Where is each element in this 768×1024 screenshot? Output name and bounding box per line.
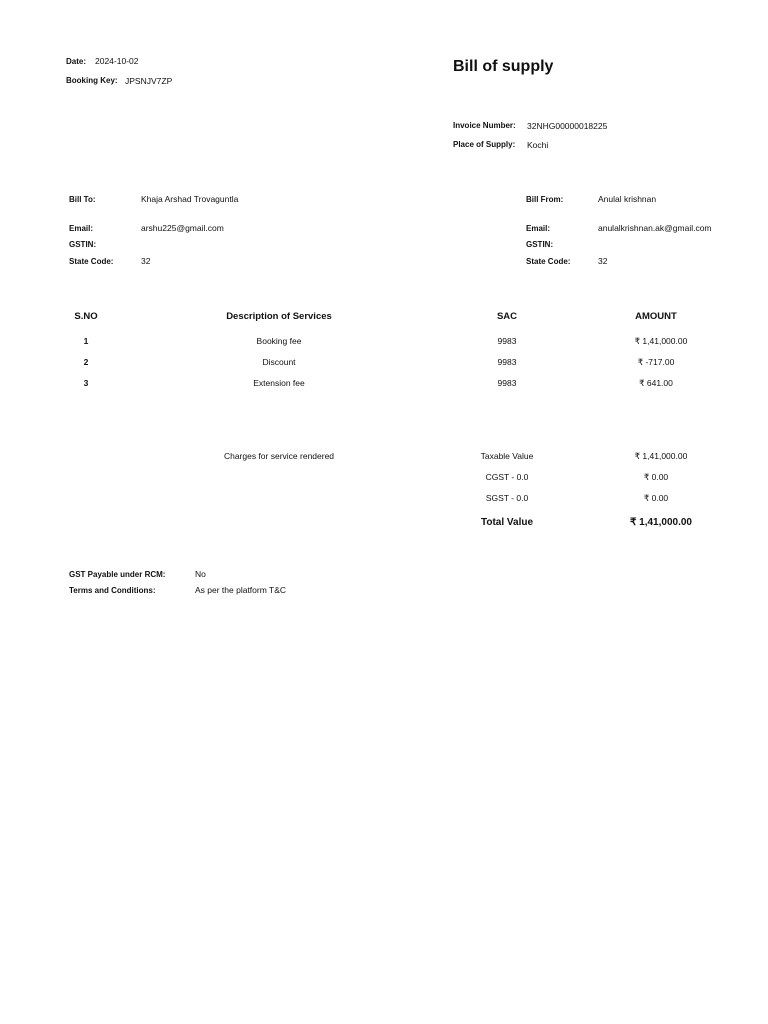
rcm-label: GST Payable under RCM: — [69, 570, 166, 579]
row-sac: 9983 — [497, 336, 517, 346]
bill-to-email-label: Email: — [69, 224, 94, 233]
date-value: 2024-10-02 — [95, 56, 139, 66]
row-amount: ₹ -717.00 — [637, 357, 675, 367]
total-value: ₹ 1,41,000.00 — [630, 517, 692, 528]
bill-from-email-label: Email: — [526, 224, 551, 233]
row-description: Extension fee — [253, 378, 305, 388]
taxable-value: ₹ 1,41,000.00 — [634, 451, 688, 461]
terms-value: As per the platform T&C — [195, 585, 287, 595]
bill-from-state-code-label: State Code: — [526, 257, 571, 266]
row-description: Discount — [262, 357, 296, 367]
bill-from-gstin-label: GSTIN: — [526, 240, 554, 249]
place-of-supply-label: Place of Supply: — [453, 140, 516, 149]
table-header-sac: SAC — [496, 311, 518, 322]
sgst-value: ₹ 0.00 — [643, 493, 669, 503]
total-value-label: Total Value — [480, 517, 534, 528]
bill-to-gstin-label: GSTIN: — [69, 240, 97, 249]
bill-from-email: anulalkrishnan.ak@gmail.com — [598, 223, 712, 233]
row-amount: ₹ 1,41,000.00 — [634, 336, 688, 346]
page-title: Bill of supply — [453, 58, 554, 75]
bill-from-name: Anulal krishnan — [598, 194, 657, 204]
row-sno: 2 — [83, 357, 89, 367]
bill-from-state-code: 32 — [598, 256, 608, 266]
row-sno: 1 — [83, 336, 89, 346]
cgst-value: ₹ 0.00 — [643, 472, 669, 482]
row-amount: ₹ 641.00 — [639, 378, 673, 388]
invoice-number-label: Invoice Number: — [453, 121, 516, 130]
cgst-label: CGST - 0.0 — [485, 472, 529, 482]
bill-to-email: arshu225@gmail.com — [141, 223, 224, 233]
table-header-sno: S.NO — [74, 311, 98, 322]
booking-key-label: Booking Key: — [66, 76, 118, 85]
bill-to-state-code: 32 — [141, 256, 151, 266]
taxable-value-label: Taxable Value — [480, 451, 534, 461]
table-header-amount: AMOUNT — [635, 311, 677, 322]
bill-to-state-code-label: State Code: — [69, 257, 114, 266]
bill-from-label: Bill From: — [526, 195, 564, 204]
date-label: Date: — [66, 57, 87, 66]
place-of-supply-value: Kochi — [527, 140, 549, 150]
table-header-description: Description of Services — [226, 311, 332, 322]
row-description: Booking fee — [256, 336, 302, 346]
invoice-number-value: 32NHG00000018225 — [527, 121, 608, 131]
booking-key-value: JPSNJV7ZP — [125, 76, 173, 86]
row-sac: 9983 — [497, 378, 517, 388]
terms-label: Terms and Conditions: — [69, 586, 156, 595]
row-sac: 9983 — [497, 357, 517, 367]
bill-to-label: Bill To: — [69, 195, 96, 204]
rcm-value: No — [195, 569, 206, 579]
bill-to-name: Khaja Arshad Trovaguntla — [141, 194, 239, 204]
charges-note: Charges for service rendered — [223, 451, 335, 461]
row-sno: 3 — [83, 378, 89, 388]
sgst-label: SGST - 0.0 — [485, 493, 529, 503]
